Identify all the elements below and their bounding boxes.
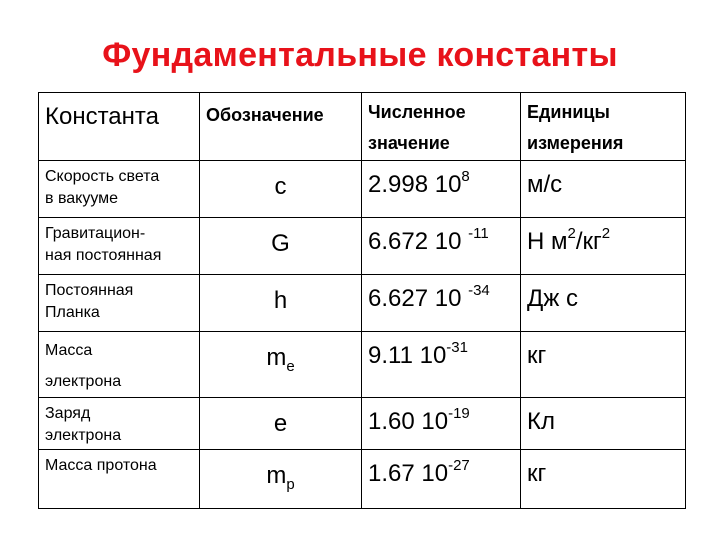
value-mantissa: 6.672 10 <box>368 228 469 255</box>
value-exponent: -31 <box>446 339 468 356</box>
constant-value <box>362 218 521 275</box>
unit-text: Кл <box>527 408 555 435</box>
page-title: Фундаментальные константы <box>102 36 618 74</box>
constant-unit <box>521 332 686 398</box>
name-line: электрона <box>45 373 122 390</box>
symbol-subscript: e <box>286 358 295 375</box>
constant-value <box>362 450 521 509</box>
table-row <box>39 275 686 332</box>
constant-symbol <box>200 161 362 218</box>
header-constant: Константа <box>39 93 200 161</box>
symbol-text: h <box>273 287 288 314</box>
unit-text: Н м <box>527 228 568 255</box>
value-mantissa: 6.627 10 <box>368 285 469 312</box>
constant-value <box>362 398 521 450</box>
unit-text: /кг <box>575 228 602 255</box>
table-row <box>39 398 686 450</box>
table-row <box>39 450 686 509</box>
value-exponent: -27 <box>448 457 470 474</box>
constant-symbol <box>200 450 362 509</box>
table-header-row <box>39 93 686 161</box>
name-line: Скорость света <box>45 168 160 185</box>
value-exponent: -19 <box>448 405 470 422</box>
header-symbol: Обозначение <box>200 93 362 161</box>
unit-text: кг <box>527 342 547 369</box>
constant-name <box>39 275 200 332</box>
name-line: Планка <box>45 304 100 321</box>
header-value-line2: значение <box>368 133 450 153</box>
name-line: ная постоянная <box>45 247 162 264</box>
constants-table <box>38 92 686 509</box>
table-row <box>39 161 686 218</box>
value-exponent: -34 <box>468 282 490 299</box>
value-exponent: -11 <box>468 225 489 242</box>
unit-text: Дж с <box>527 285 578 312</box>
name-line: Гравитацион- <box>45 225 146 242</box>
name-line: Заряд <box>45 405 91 422</box>
constant-unit <box>521 218 686 275</box>
value-mantissa: 1.67 10 <box>368 460 449 487</box>
symbol-text: c <box>274 173 287 200</box>
unit-text: кг <box>527 460 547 487</box>
name-line: Масса протона <box>45 457 157 474</box>
name-line: Постоянная <box>45 282 134 299</box>
constant-name <box>39 332 200 398</box>
header-units-line2: измерения <box>527 133 624 153</box>
constant-symbol <box>200 398 362 450</box>
unit-text: м/с <box>527 171 563 198</box>
value-mantissa: 1.60 10 <box>368 408 449 435</box>
name-line: электрона <box>45 427 122 444</box>
symbol-text: m <box>266 462 287 489</box>
symbol-text: m <box>266 344 287 371</box>
constant-value <box>362 332 521 398</box>
constant-name <box>39 398 200 450</box>
table-row <box>39 332 686 398</box>
constant-name <box>39 161 200 218</box>
symbol-subscript: p <box>286 476 295 493</box>
unit-exponent: 2 <box>601 225 611 242</box>
constant-value <box>362 275 521 332</box>
constant-unit <box>521 161 686 218</box>
constant-unit <box>521 275 686 332</box>
constant-unit <box>521 450 686 509</box>
name-line: в вакууме <box>45 190 119 207</box>
constant-symbol <box>200 275 362 332</box>
header-units-line1: Единицы <box>527 102 610 122</box>
constant-symbol <box>200 218 362 275</box>
header-units <box>521 93 686 161</box>
header-value-line1: Численное <box>368 102 466 122</box>
constant-value <box>362 161 521 218</box>
value-mantissa: 2.998 10 <box>368 171 462 198</box>
symbol-text: G <box>271 230 290 257</box>
constant-name <box>39 218 200 275</box>
header-value <box>362 93 521 161</box>
symbol-text: e <box>273 410 288 437</box>
unit-exponent: 2 <box>567 225 576 242</box>
value-exponent: 8 <box>461 168 470 185</box>
constant-unit <box>521 398 686 450</box>
constant-symbol <box>200 332 362 398</box>
constant-name <box>39 450 200 509</box>
value-mantissa: 9.11 10 <box>368 342 447 369</box>
table-row <box>39 218 686 275</box>
name-line: Масса <box>45 342 93 359</box>
